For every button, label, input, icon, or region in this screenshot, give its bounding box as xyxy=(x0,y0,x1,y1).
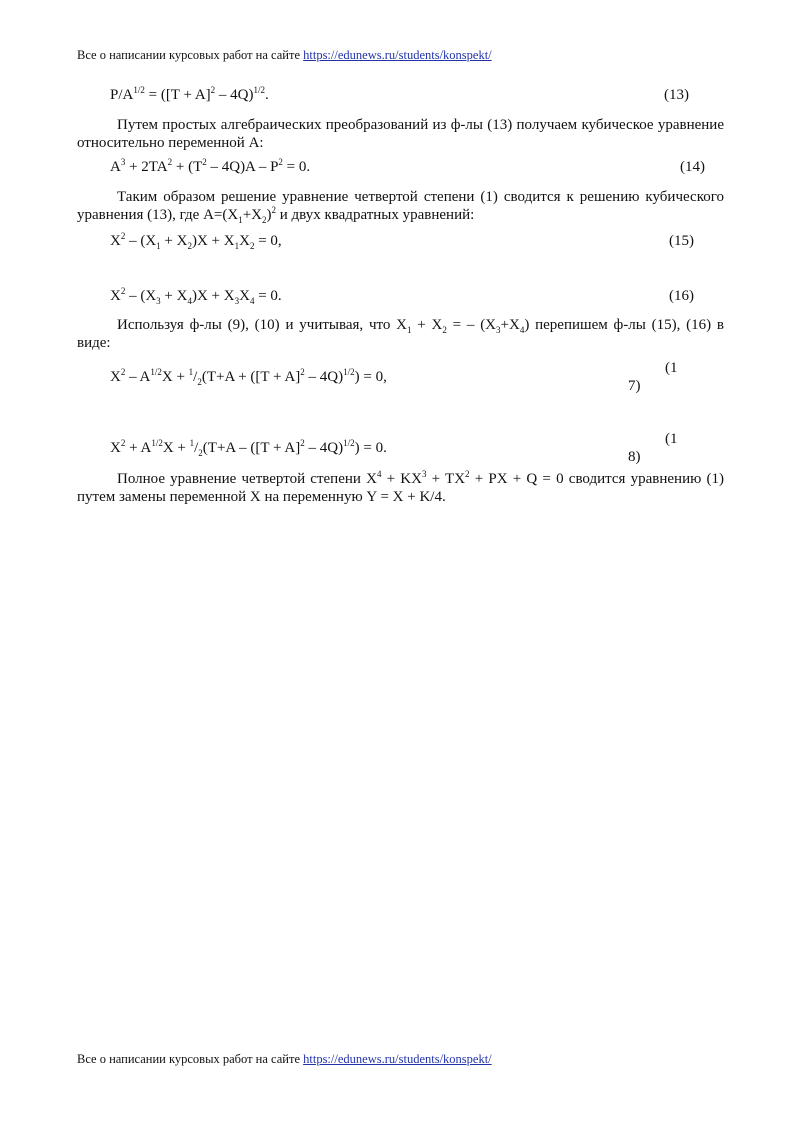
page-header xyxy=(77,48,492,63)
paragraph-text: Используя ф-лы (9), (10) и учитывая, что xyxy=(117,317,391,333)
paragraph: Используя ф-лы (9), (10) и учитывая, что $X_1 + X_2$ = – $(X_3+X_4)$ перепишем ф-лы (15), (16) в виде: xyxy=(77,317,724,351)
header-text: Все о написании курсовых работ на сайте xyxy=(77,48,300,62)
paragraph: Путем простых алгебраических преобразований из ф-лы (13) получаем кубическое уравнение относительно переменной A: xyxy=(77,117,724,151)
footer-link[interactable]: https://edunews.ru/students/konspekt/ xyxy=(303,1052,492,1066)
equation-number: (16) xyxy=(669,288,694,304)
paragraph-text: перепишем ф-лы (15), (16) в виде: xyxy=(77,317,724,351)
paragraph-text: и двух квадратных уравнений: xyxy=(279,207,475,223)
paragraph-text: Полное уравнение четвертой степени xyxy=(117,471,361,487)
equation-15: $X^2 - (X_1 + X_2)X + X_1X_2 = 0$, (15) xyxy=(110,231,694,251)
equation-number: (1 xyxy=(665,431,678,447)
equation-number: (13) xyxy=(664,87,689,103)
footer-text: Все о написании курсовых работ на сайте xyxy=(77,1052,300,1066)
equation-13: $P/A^{1/2} = ([T + A]^2 - 4Q)^{1/2}$. (13) xyxy=(110,85,689,103)
page-footer xyxy=(77,1052,492,1067)
paragraph-text: сводится уравнению (1) путем замены переменной X на переменную xyxy=(77,471,725,505)
equation-number: (1 xyxy=(665,360,678,376)
equation-18: $X^2 + A^{1/2}X + ^1/_2(T+A - ([T + A]^2 - 4Q)^{1/2}) = 0$. (1 8) xyxy=(110,431,678,465)
document-body xyxy=(77,86,724,506)
equation-number: (14) xyxy=(680,159,705,175)
paragraph-text: Таким образом решение уравнение четвертой степени (1) сводится к решению кубического уравнения (13), где xyxy=(77,189,724,223)
equation-17: $X^2 - A^{1/2}X + ^1/_2(T+A + ([T + A]^2 - 4Q)^{1/2}) = 0$, (1 7) xyxy=(110,360,678,394)
paragraph: Таким образом решение уравнение четвертой степени (1) сводится к решению кубического уравнения (13), где $A=(X_1+X_2)^2$ и двух квадратных уравнений: xyxy=(77,189,724,225)
header-link[interactable]: https://edunews.ru/students/konspekt/ xyxy=(303,48,492,62)
equation-number: 7) xyxy=(628,378,641,394)
paragraph: Полное уравнение четвертой степени $X^4 + KX^3 + TX^2$ + PX + Q = 0 сводится уравнению (1) путем замены переменной X на переменную Y = X + K/4. xyxy=(77,469,725,505)
equation-number: 8) xyxy=(628,449,641,465)
equation-number: (15) xyxy=(669,233,694,249)
equation-16: $X^2 - (X_3 + X_4)X + X_3X_4 = 0$. (16) xyxy=(110,286,694,306)
equation-14: $A^3 + 2TA^2 + (T^2 - 4Q)A - P^2 = 0$. (14) xyxy=(110,157,705,175)
